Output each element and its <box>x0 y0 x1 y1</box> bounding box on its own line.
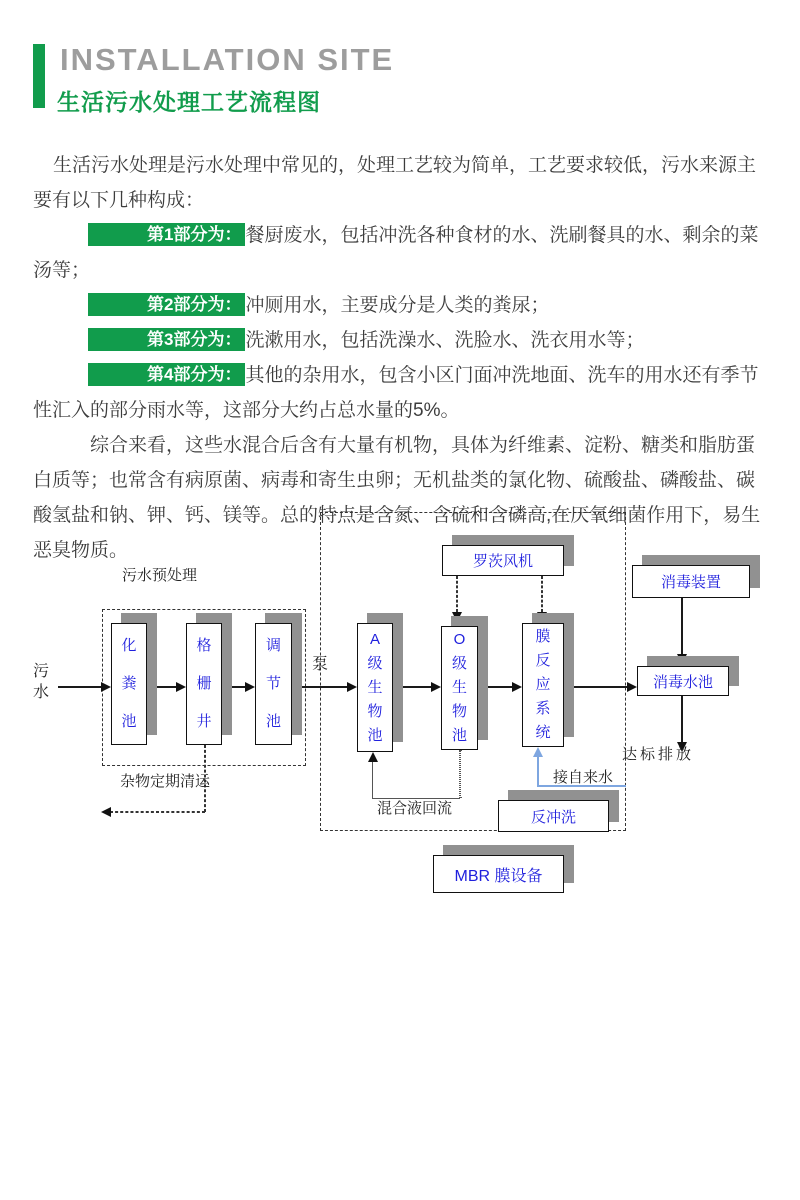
part-label-3: 第3部分为： <box>88 328 245 351</box>
discharge-label: 达标排放 <box>622 746 695 763</box>
pretreatment-zone-label: 污水预处理 <box>122 567 198 584</box>
box-backwash-label: 反冲洗 <box>530 808 576 826</box>
reflux-label: 混合液回流 <box>377 800 453 817</box>
reflux-riser-line <box>372 761 373 798</box>
box-roots-blower-label: 罗茨风机 <box>472 553 533 570</box>
part-text-1: 餐厨废水，包括冲洗各种食材的水、洗刷餐具的水、剩余的菜汤等； <box>33 225 759 281</box>
box-septic-tank-label: 化粪池 <box>121 637 137 730</box>
box-septic-tank <box>111 623 147 745</box>
influent-label: 污水 <box>33 663 50 701</box>
box-membrane-system-label: 膜反应系统 <box>535 628 551 741</box>
box-backwash <box>498 800 609 832</box>
page-title: INSTALLATION SITE <box>60 42 395 77</box>
summary-paragraph: 综合来看，这些水混合后含有大量有机物，具体为纤维素、淀粉、糖类和脂肪蛋白质等；也常含有病原菌、病毒和寄生虫卵；无机盐类的氯化物、硫酸盐、磷酸盐、碳酸氢盐和钠、钾、钙、镁等。总的特点是含氮、含硫和含磷高,在厌氧细菌作用下，易生恶臭物质。 <box>33 435 761 561</box>
part-label-1: 第1部分为： <box>88 223 245 246</box>
box-disinfect-device <box>632 565 750 598</box>
flow-line-influent <box>58 686 102 688</box>
discharge-line <box>681 696 683 742</box>
flow-line-grid-regulating <box>222 686 246 688</box>
blower-arrow-o-icon <box>452 612 462 622</box>
box-roots-blower <box>442 545 564 576</box>
box-regulating-tank-label: 调节池 <box>265 637 281 730</box>
accent-bar <box>33 44 45 108</box>
part-item-3 <box>33 323 769 358</box>
box-grid-well <box>186 623 222 745</box>
blower-air-line-o <box>456 576 458 612</box>
part-item-1 <box>33 218 769 288</box>
page-subtitle: 生活污水处理工艺流程图 <box>57 89 321 115</box>
tap-water-riser-line <box>537 756 539 786</box>
part-text-2: 冲厕用水，主要成分是人类的粪尿； <box>245 295 550 316</box>
arrow-into-disinfect-tank-icon <box>627 682 637 692</box>
flow-line-o-membrane <box>478 686 513 688</box>
reflux-drop-line <box>459 750 461 798</box>
box-o-bio-tank <box>441 626 478 750</box>
waste-removal-arrow-icon <box>101 807 111 817</box>
part-item-2 <box>33 288 769 323</box>
part-text-4: 其他的杂用水，包含小区门面冲洗地面、洗车的用水还有季节性汇入的部分雨水等，这部分大约占总水量的5%。 <box>33 365 759 421</box>
box-regulating-tank <box>255 623 292 745</box>
arrow-into-regulating-icon <box>245 682 255 692</box>
flow-line-membrane-disinfect <box>564 686 628 688</box>
box-mbr-equipment <box>433 855 564 893</box>
box-a-bio-tank-label: A级生物池 <box>367 630 383 744</box>
arrow-into-grid-icon <box>176 682 186 692</box>
box-o-bio-tank-label: O级生物池 <box>451 631 467 744</box>
box-membrane-system <box>522 623 564 747</box>
box-mbr-equipment-label: MBR 膜设备 <box>454 867 543 885</box>
box-disinfect-device-label: 消毒装置 <box>660 574 721 591</box>
blower-air-line-membrane <box>541 576 543 612</box>
waste-removal-label: 杂物定期清运 <box>120 773 211 790</box>
arrow-into-o-bio-icon <box>431 682 441 692</box>
part-label-2: 第2部分为： <box>88 293 245 316</box>
arrow-into-membrane-icon <box>512 682 522 692</box>
part-label-4: 第4部分为： <box>88 363 245 386</box>
blower-arrow-membrane-icon <box>537 612 547 622</box>
part-text-3: 洗漱用水，包括洗澡水、洗脸水、洗衣用水等； <box>245 330 645 351</box>
arrow-into-a-bio-icon <box>347 682 357 692</box>
flow-line-septic-grid <box>147 686 177 688</box>
tap-water-label: 接自来水 <box>553 769 614 786</box>
pump-label: 泵 <box>312 656 329 673</box>
box-a-bio-tank <box>357 623 393 752</box>
box-grid-well-label: 格栅井 <box>196 637 212 730</box>
waste-removal-hline <box>110 811 205 813</box>
box-disinfect-tank-label: 消毒水池 <box>652 673 713 691</box>
intro-paragraph: 生活污水处理是污水处理中常见的，处理工艺较为简单，工艺要求较低，污水来源主要有以下几种构成： <box>33 155 757 211</box>
flow-line-a-o <box>393 686 432 688</box>
disinfect-device-arrow-icon <box>677 654 687 664</box>
flow-line-pump <box>292 686 348 688</box>
arrow-into-septic-icon <box>101 682 111 692</box>
disinfect-device-line <box>681 598 683 654</box>
box-disinfect-tank <box>637 666 729 696</box>
reflux-arrow-icon <box>368 752 378 762</box>
part-item-4 <box>33 358 769 428</box>
tap-water-arrow-icon <box>533 747 543 757</box>
process-flow-diagram <box>0 500 800 920</box>
